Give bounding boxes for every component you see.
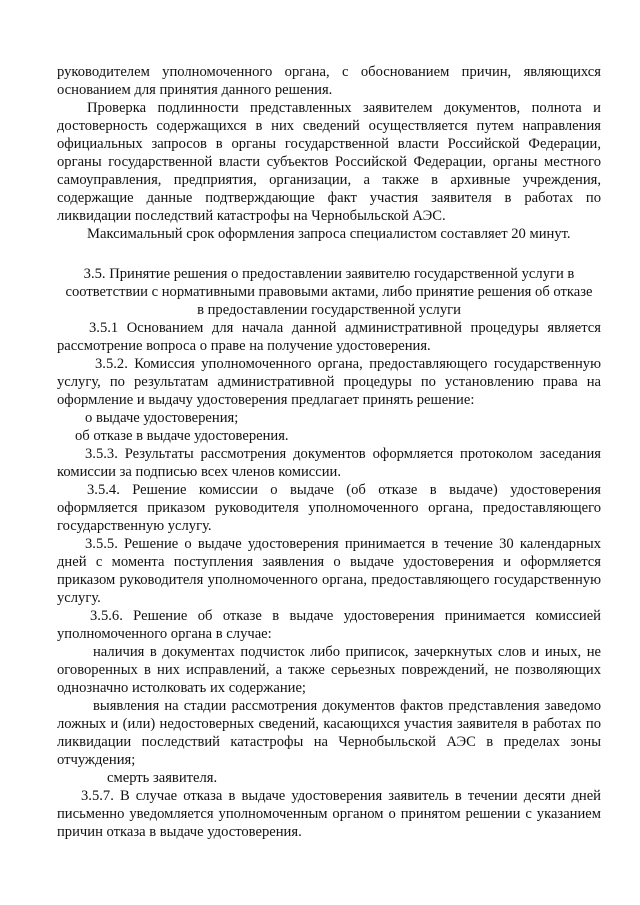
- paragraph-3-5-7: 3.5.7. В случае отказа в выдаче удостоверения заявитель в течении десяти дней письменно уведомляется уполномоченным органом о принятом решении с указанием причин отказа в выдаче удостоверения.: [57, 788, 601, 840]
- decision-option-refusal: об отказе в выдаче удостоверения.: [75, 428, 289, 444]
- paragraph-3-5-4: 3.5.4. Решение комиссии о выдаче (об отказе в выдаче) удостоверения оформляется приказом руководителя уполномоченного органа, предоставляющего государственную услугу.: [57, 482, 601, 534]
- refusal-case-death: смерть заявителя.: [107, 770, 218, 786]
- paragraph-max-time: Максимальный срок оформления запроса специалистом составляет 20 минут.: [87, 226, 571, 242]
- document-body: [57, 63, 601, 841]
- decision-option-issue: о выдаче удостоверения;: [85, 410, 239, 426]
- refusal-case-false-info: выявления на стадии рассмотрения документов фактов представления заведомо ложных и (или) недостоверных сведений, касающихся участия заявителя в работах по ликвидации последствий катастрофы на Чернобыльской АЭС в пределах зоны отчуждения;: [57, 698, 601, 768]
- section-spacer: [57, 243, 601, 265]
- section-heading-line-2: соответствии с нормативными правовыми актами, либо принятие решения об отказе: [65, 284, 593, 300]
- refusal-case-corrections: наличия в документах подчисток либо приписок, зачеркнутых слов и иных, не оговоренных в них исправлений, а также серьезных повреждений, не позволяющих однозначно истолковать их содержание;: [57, 644, 601, 696]
- paragraph-3-5-2: 3.5.2. Комиссия уполномоченного органа, предоставляющего государственную услугу, по результатам административной процедуры по установлению права на оформление и выдачу удостоверения предлагает принять решение:: [57, 356, 601, 408]
- paragraph-3-5-5: 3.5.5. Решение о выдаче удостоверения принимается в течение 30 календарных дней с момента поступления заявления о выдаче удостоверения и оформляется приказом руководителя уполномоченного органа, предоставляющего государственную услугу.: [57, 536, 601, 606]
- paragraph-3-5-3: 3.5.3. Результаты рассмотрения документов оформляется протоколом заседания комиссии за подписью всех членов комиссии.: [57, 446, 601, 480]
- section-heading-3-5: [57, 265, 601, 319]
- paragraph-3-5-6: 3.5.6. Решение об отказе в выдаче удостоверения принимается комиссией уполномоченного органа в случае:: [57, 608, 601, 642]
- paragraph-verification: Проверка подлинности представленных заявителем документов, полнота и достоверность содержащихся в них сведений осуществляется путем направления официальных запросов в органы государственной власти Российской Федерации, органы государственной власти субъектов Российской Федерации, органы местного самоуправления, предприятия, организации, а также в архивные учреждения, содержащие данные подтверждающие факт участия заявителя в работах по ликвидации последствий катастрофы на Чернобыльской АЭС.: [57, 100, 601, 224]
- paragraph-intro-continuation: руководителем уполномоченного органа, с обоснованием причин, являющихся основанием для принятия данного решения.: [57, 64, 601, 98]
- paragraph-3-5-1: 3.5.1 Основанием для начала данной административной процедуры является рассмотрение вопроса о праве на получение удостоверения.: [57, 320, 601, 354]
- section-heading-line-1: 3.5. Принятие решения о предоставлении заявителю государственной услуги в: [83, 266, 575, 282]
- section-heading-line-3: в предоставлении государственной услуги: [197, 302, 461, 318]
